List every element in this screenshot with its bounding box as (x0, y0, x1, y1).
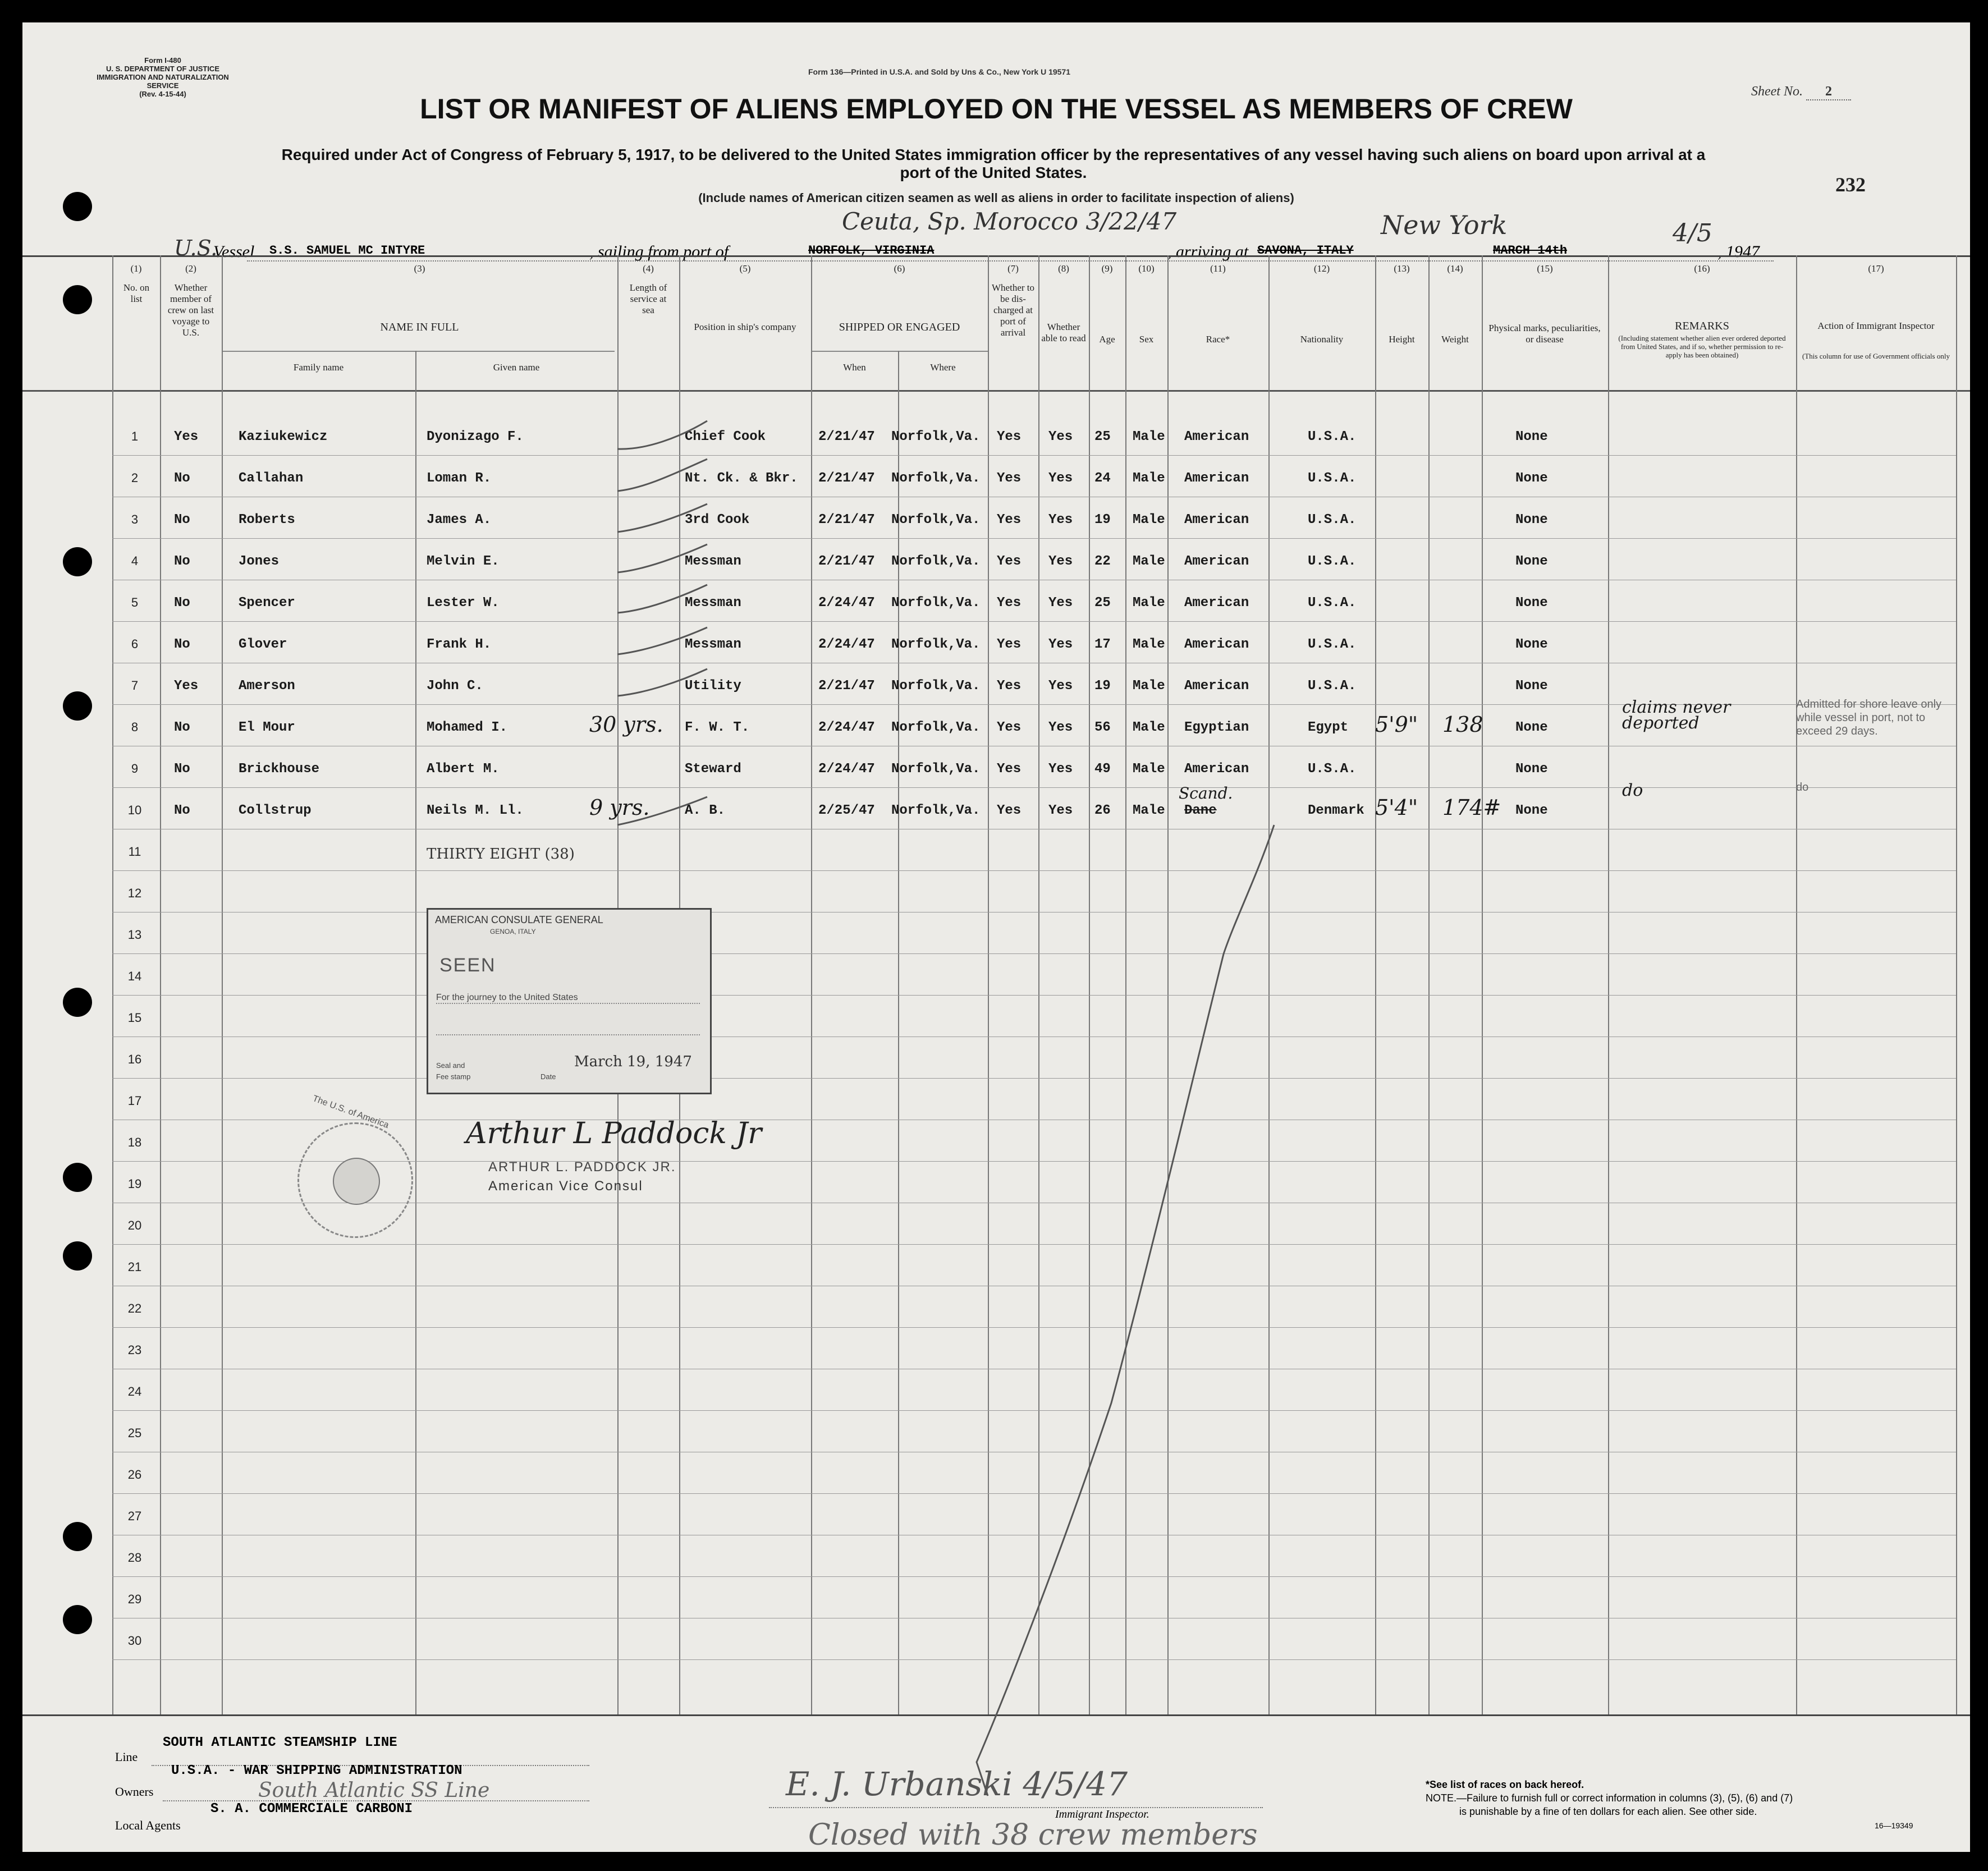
row-number: 20 (127, 1218, 142, 1232)
shipped-when-cell: 2/21/47 (818, 429, 875, 444)
arriving-port-handwritten: New York (1381, 210, 1508, 240)
last-voyage-cell: Yes (174, 429, 199, 444)
height-cell: 5'4" (1375, 795, 1418, 820)
col-head-family-name: Family name (293, 362, 344, 373)
family-name-cell: Callahan (239, 471, 304, 486)
col-head-nationality: Nationality (1300, 334, 1344, 345)
remarks-cell: claims never deported (1622, 698, 1731, 733)
col-head-shipped: SHIPPED OR ENGAGED (839, 321, 960, 333)
sailing-port-typed: NORFOLK, VIRGINIA (808, 244, 935, 258)
last-voyage-cell: No (174, 595, 190, 611)
row-rule (112, 621, 1956, 622)
footer-owners-value: U.S.A. - WAR SHIPPING ADMINISTRATION (171, 1763, 462, 1778)
physical-marks-cell: None (1515, 429, 1548, 444)
age-cell: 49 (1094, 762, 1111, 777)
nationality-cell: U.S.A. (1308, 595, 1357, 611)
last-voyage-cell: No (174, 720, 190, 735)
given-name-cell: Dyonizago F. (427, 429, 524, 444)
tick-mark (617, 504, 707, 532)
col-head-name: NAME IN FULL (380, 321, 459, 333)
tick-mark (617, 421, 707, 449)
stamp-line-1: AMERICAN CONSULATE GENERAL (435, 914, 603, 925)
col-head-last-voyage: Whether member of crew on last voyage to U.S. (167, 282, 214, 338)
col-num-17: (17) (1868, 263, 1884, 274)
able-to-read-cell: Yes (1048, 720, 1073, 735)
given-name-cell: Lester W. (427, 595, 500, 611)
nationality-cell: Egypt (1308, 720, 1349, 735)
weight-cell: 174# (1442, 795, 1501, 820)
row-number: 17 (127, 1094, 142, 1108)
sheet-number-label: Sheet No. (1751, 84, 1803, 99)
row-number: 12 (127, 886, 142, 900)
row-number: 16 (127, 1052, 142, 1066)
stamp-dotted-line (436, 1034, 700, 1035)
family-name-cell: El Mour (239, 720, 295, 735)
sex-cell: Male (1133, 512, 1165, 528)
family-name-cell: Jones (239, 554, 280, 569)
inspector-signature: E. J. Urbanski 4/5/47 (786, 1765, 1128, 1803)
physical-marks-cell: None (1515, 471, 1548, 486)
include-note: (Include names of American citizen seamen as well as aliens in order to facilitate inspection of aliens) (698, 191, 1294, 205)
discharged-cell: Yes (997, 678, 1022, 694)
discharged-cell: Yes (997, 554, 1022, 569)
form-number: Form I-480 (144, 56, 181, 65)
shipped-where-cell: Norfolk,Va. (891, 471, 981, 486)
row-number: 14 (127, 969, 142, 983)
col-num-7: (7) (1007, 263, 1019, 274)
page-title: LIST OR MANIFEST OF ALIENS EMPLOYED ON THE VESSEL AS MEMBERS OF CREW (420, 93, 1573, 125)
row-number: 11 (128, 845, 141, 859)
row-number: 28 (127, 1551, 142, 1565)
last-voyage-cell: No (174, 471, 190, 486)
stamp-seen: SEEN (439, 955, 496, 976)
last-voyage-cell: No (174, 637, 190, 652)
given-name-cell: Neils M. Ll. (427, 803, 524, 818)
row-number: 5 (131, 595, 139, 609)
physical-marks-cell: None (1515, 720, 1548, 735)
physical-marks-cell: None (1515, 595, 1548, 611)
vessel-prefix: U.S. (174, 236, 218, 260)
physical-marks-cell: None (1515, 678, 1548, 694)
row-rule (112, 455, 1956, 456)
family-name-cell: Roberts (239, 512, 295, 528)
shipped-where-cell: Norfolk,Va. (891, 637, 981, 652)
sex-cell: Male (1133, 554, 1165, 569)
col-head-physical-marks: Physical marks, peculiarities, or disease (1488, 323, 1601, 345)
shipped-when-cell: 2/21/47 (818, 471, 875, 486)
date-handwritten: 4/5 (1673, 219, 1712, 247)
given-name-cell: Frank H. (427, 637, 492, 652)
age-cell: 25 (1094, 429, 1111, 444)
col-num-9: (9) (1101, 263, 1113, 274)
discharged-cell: Yes (997, 471, 1022, 486)
col-num-12: (12) (1313, 263, 1330, 274)
nationality-cell: U.S.A. (1308, 678, 1357, 694)
vessel-label: Vessel (213, 242, 255, 261)
col-head-given-name: Given name (493, 362, 540, 373)
col-num-16: (16) (1694, 263, 1710, 274)
row-number: 29 (127, 1592, 142, 1606)
tick-mark (617, 669, 707, 696)
footer-note-2: NOTE.—Failure to furnish full or correct information in columns (3), (5), (6) and (7) (1426, 1792, 1793, 1804)
position-cell: A. B. (685, 803, 726, 818)
footer-agents-value: S. A. COMMERCIALE CARBONI (210, 1801, 413, 1817)
footer-line-value: SOUTH ATLANTIC STEAMSHIP LINE (163, 1735, 397, 1750)
col-head-weight: Weight (1441, 334, 1469, 345)
shipped-when-cell: 2/21/47 (818, 554, 875, 569)
closed-note: Closed with 38 crew members (808, 1818, 1258, 1852)
diagonal-strike-line (808, 808, 1313, 1818)
row-rule (112, 538, 1956, 539)
given-name-cell: Albert M. (427, 762, 500, 777)
sailing-port-handwritten: Ceuta, Sp. Morocco 3/22/47 (842, 208, 1177, 235)
able-to-read-cell: Yes (1048, 554, 1073, 569)
col-num-6: (6) (894, 263, 905, 274)
service-tick-marks (612, 410, 724, 836)
col-divider (112, 255, 113, 1714)
family-name-cell: Kaziukewicz (239, 429, 328, 444)
discharged-cell: Yes (997, 637, 1022, 652)
footer-line-label: Line (115, 1750, 138, 1764)
service-name: IMMIGRATION AND NATURALIZATION SERVICE (97, 73, 229, 90)
col-num-11: (11) (1210, 263, 1226, 274)
given-name-cell: James A. (427, 512, 492, 528)
page-mark: 232 (1835, 173, 1866, 196)
shipped-when-cell: 2/24/47 (818, 637, 875, 652)
col-head-discharged: Whether to be dis-charged at port of arrival (992, 282, 1034, 338)
sex-cell: Male (1133, 595, 1165, 611)
stamp-date-value: March 19, 1947 (574, 1053, 692, 1070)
row-number: 9 (131, 762, 139, 776)
row-number: 25 (127, 1426, 142, 1440)
required-line-1: Required under Act of Congress of February 5, 1917, to be delivered to the United States immigration officer by the representatives of any vessel having such aliens on board upon arrival at a (281, 146, 1706, 163)
department-block (84, 56, 241, 98)
row-number: 27 (127, 1509, 142, 1523)
able-to-read-cell: Yes (1048, 637, 1073, 652)
physical-marks-cell: None (1515, 512, 1548, 528)
able-to-read-cell: Yes (1048, 595, 1073, 611)
discharged-cell: Yes (997, 429, 1022, 444)
vessel-name: S.S. SAMUEL MC INTYRE (269, 244, 425, 258)
col-head-age: Age (1099, 334, 1115, 345)
physical-marks-cell: None (1515, 637, 1548, 652)
tick-mark (617, 627, 707, 654)
col-num-5: (5) (739, 263, 751, 274)
sex-cell: Male (1133, 678, 1165, 694)
required-line-2: port of the United States. (900, 164, 1087, 181)
age-cell: 19 (1094, 512, 1111, 528)
shipped-subheader-rule (811, 351, 988, 352)
col-divider (1428, 255, 1430, 1714)
col-head-remarks-note: (Including statement whether alien ever ordered deported from United States, and if so, whether permission to re-apply has been obtained) (1618, 334, 1786, 359)
tick-mark (617, 585, 707, 613)
col-divider (415, 351, 416, 1714)
row-number: 26 (127, 1468, 142, 1482)
physical-marks-cell: None (1515, 554, 1548, 569)
col-head-height: Height (1389, 334, 1415, 345)
height-cell: 5'9" (1375, 712, 1418, 737)
footer-agents-label: Local Agents (115, 1818, 181, 1832)
sex-cell: Male (1133, 429, 1165, 444)
given-name-cell: Melvin E. (427, 554, 500, 569)
row-number: 1 (131, 429, 139, 443)
weight-cell: 138 (1442, 712, 1483, 737)
able-to-read-cell: Yes (1048, 678, 1073, 694)
race-cell: American (1184, 554, 1249, 569)
tick-mark (617, 797, 707, 825)
family-name-cell: Brickhouse (239, 762, 320, 777)
col-divider (222, 255, 223, 1714)
nationality-cell: U.S.A. (1308, 637, 1357, 652)
manifest-sheet (22, 22, 1970, 1852)
shipped-where-cell: Norfolk,Va. (891, 512, 981, 528)
row-number: 6 (131, 637, 139, 651)
name-subheader-rule (222, 351, 615, 352)
shipped-where-cell: Norfolk,Va. (891, 803, 981, 818)
family-name-cell: Glover (239, 637, 287, 652)
age-cell: 17 (1094, 637, 1111, 652)
seal-center (333, 1158, 380, 1205)
consulate-stamp (427, 908, 712, 1094)
footer-agents-handwritten: South Atlantic SS Line (258, 1779, 490, 1802)
shipped-where-cell: Norfolk,Va. (891, 720, 981, 735)
able-to-read-cell: Yes (1048, 803, 1073, 818)
position-cell: Messman (685, 554, 741, 569)
col-num-8: (8) (1058, 263, 1069, 274)
race-cell: American (1184, 471, 1249, 486)
family-name-cell: Collstrup (239, 803, 312, 818)
position-cell: Chief Cook (685, 429, 766, 444)
inspector-rule (769, 1807, 1263, 1808)
row-number: 19 (127, 1177, 142, 1191)
able-to-read-cell: Yes (1048, 471, 1073, 486)
shipped-where-cell: Norfolk,Va. (891, 429, 981, 444)
row-number: 2 (131, 471, 139, 485)
col-num-2: (2) (185, 263, 196, 274)
race-cell: American (1184, 595, 1249, 611)
race-cell: American (1184, 512, 1249, 528)
consular-seal-icon (297, 1094, 413, 1238)
col-head-action: Action of Immigrant Inspector (1817, 320, 1935, 331)
last-voyage-cell: No (174, 512, 190, 528)
remarks-cell: do (1622, 781, 1643, 800)
col-divider (160, 255, 161, 1714)
col-divider (1375, 255, 1376, 1714)
race-cell: Dane (1184, 803, 1217, 818)
row-number: 13 (127, 928, 142, 942)
footer-note-3: is punishable by a fine of ten dollars for each alien. See other side. (1459, 1806, 1757, 1817)
position-cell: 3rd Cook (685, 512, 750, 528)
col-head-where: Where (930, 362, 956, 373)
race-cell: Egyptian (1184, 720, 1249, 735)
given-name-cell: Loman R. (427, 471, 492, 486)
footer-form-code: 16—19349 (1875, 1821, 1913, 1830)
shipped-where-cell: Norfolk,Va. (891, 554, 981, 569)
tick-mark (617, 459, 707, 491)
col-head-length-service: Length of service at sea (629, 282, 667, 315)
stamp-seal-label: Seal and (436, 1061, 465, 1070)
shipped-when-cell: 2/24/47 (818, 595, 875, 611)
row-number: 3 (131, 512, 139, 526)
able-to-read-cell: Yes (1048, 429, 1073, 444)
service-length-cell: 30 yrs. (589, 712, 663, 737)
col-head-race: Race* (1206, 334, 1230, 345)
row11-note: THIRTY EIGHT (38) (427, 846, 575, 863)
row-number: 30 (127, 1634, 142, 1648)
age-cell: 22 (1094, 554, 1111, 569)
nationality-cell: U.S.A. (1308, 512, 1357, 528)
col-divider (1608, 255, 1609, 1714)
given-name-cell: Mohamed I. (427, 720, 508, 735)
date-typed: MARCH 14th (1493, 244, 1568, 258)
nationality-cell: U.S.A. (1308, 429, 1357, 444)
action-cell: Admitted for shore leave only while vessel in port, not to exceed 29 days. (1796, 698, 1942, 737)
discharged-cell: Yes (997, 720, 1022, 735)
footer-note-1: *See list of races on back hereof. (1426, 1779, 1584, 1790)
footer-owners-label: Owners (115, 1785, 154, 1799)
nationality-cell: U.S.A. (1308, 554, 1357, 569)
stamp-journey: For the journey to the United States (436, 993, 700, 1004)
col-head-position: Position in ship's company (694, 322, 796, 332)
col-num-3: (3) (414, 263, 425, 274)
col-num-15: (15) (1537, 263, 1553, 274)
row-number: 8 (131, 720, 139, 734)
race-cell: American (1184, 678, 1249, 694)
seal-text: The U.S. of America (311, 1094, 390, 1131)
physical-marks-cell: None (1515, 762, 1548, 777)
race-correction: Scand. (1179, 784, 1233, 802)
nationality-cell: U.S.A. (1308, 762, 1357, 777)
discharged-cell: Yes (997, 512, 1022, 528)
col-head-when: When (843, 362, 866, 373)
last-voyage-cell: No (174, 803, 190, 818)
col-num-4: (4) (643, 263, 654, 274)
nationality-cell: U.S.A. (1308, 471, 1357, 486)
form-revision: (Rev. 4-15-44) (139, 90, 186, 98)
physical-marks-cell: None (1515, 803, 1548, 818)
shipped-when-cell: 2/21/47 (818, 678, 875, 694)
row-number: 22 (127, 1301, 142, 1315)
tick-mark (617, 544, 707, 572)
discharged-cell: Yes (997, 803, 1022, 818)
col-divider (1956, 255, 1957, 1714)
able-to-read-cell: Yes (1048, 512, 1073, 528)
col-head-no: No. on list (123, 282, 150, 304)
col-divider (1796, 255, 1797, 1714)
action-cell: do (1796, 781, 1809, 794)
voyage-year: , 1947 (1717, 242, 1760, 261)
row-number: 4 (131, 554, 139, 568)
row-number: 15 (127, 1011, 142, 1025)
sex-cell: Male (1133, 471, 1165, 486)
service-length-cell: 9 yrs. (589, 795, 650, 820)
inspector-label: Immigrant Inspector. (1055, 1808, 1149, 1820)
row-number: 7 (131, 678, 139, 693)
required-text (79, 146, 1908, 182)
shipped-where-cell: Norfolk,Va. (891, 762, 981, 777)
stamp-line-2: GENOA, ITALY (490, 928, 536, 935)
position-cell: F. W. T. (685, 720, 750, 735)
consul-signature: Arthur L Paddock Jr (466, 1117, 762, 1150)
sailing-label: , sailing from port of (589, 242, 729, 261)
age-cell: 26 (1094, 803, 1111, 818)
position-cell: Steward (685, 762, 741, 777)
row-number: 23 (127, 1343, 142, 1357)
col-head-remarks: REMARKS (1675, 320, 1729, 332)
col-divider (1482, 255, 1483, 1714)
department-name: U. S. DEPARTMENT OF JUSTICE (106, 65, 219, 73)
col-num-13: (13) (1394, 263, 1410, 274)
shipped-when-cell: 2/25/47 (818, 803, 875, 818)
able-to-read-cell: Yes (1048, 762, 1073, 777)
last-voyage-cell: No (174, 554, 190, 569)
col-num-14: (14) (1447, 263, 1463, 274)
family-name-cell: Amerson (239, 678, 295, 694)
position-cell: Nt. Ck. & Bkr. (685, 471, 798, 486)
discharged-cell: Yes (997, 762, 1022, 777)
age-cell: 56 (1094, 720, 1111, 735)
row-number: 18 (127, 1135, 142, 1149)
arriving-port-typed: SAVONA, ITALY (1257, 244, 1354, 258)
race-cell: American (1184, 429, 1249, 444)
shipped-when-cell: 2/24/47 (818, 762, 875, 777)
nationality-cell: Denmark (1308, 803, 1364, 818)
sex-cell: Male (1133, 803, 1165, 818)
last-voyage-cell: No (174, 762, 190, 777)
sex-cell: Male (1133, 720, 1165, 735)
shipped-when-cell: 2/21/47 (818, 512, 875, 528)
shipped-where-cell: Norfolk,Va. (891, 678, 981, 694)
footer (22, 1723, 1970, 1852)
stamp-date-label: Date (540, 1072, 556, 1081)
sex-cell: Male (1133, 637, 1165, 652)
age-cell: 25 (1094, 595, 1111, 611)
position-cell: Messman (685, 595, 741, 611)
last-voyage-cell: Yes (174, 678, 199, 694)
col-head-read: Whether able to read (1041, 322, 1086, 343)
shipped-where-cell: Norfolk,Va. (891, 595, 981, 611)
position-cell: Utility (685, 678, 741, 694)
shipped-when-cell: 2/24/47 (818, 720, 875, 735)
given-name-cell: John C. (427, 678, 483, 694)
header-bottom-rule (22, 390, 1970, 392)
family-name-cell: Spencer (239, 595, 295, 611)
position-cell: Messman (685, 637, 741, 652)
stamp-fee-label: Fee stamp (436, 1072, 471, 1081)
race-cell: American (1184, 637, 1249, 652)
row-number: 24 (127, 1384, 142, 1398)
age-cell: 19 (1094, 678, 1111, 694)
race-cell: American (1184, 762, 1249, 777)
col-num-10: (10) (1138, 263, 1155, 274)
age-cell: 24 (1094, 471, 1111, 486)
consul-title: American Vice Consul (488, 1178, 643, 1194)
table-top-rule (22, 255, 1970, 257)
consul-name: ARTHUR L. PADDOCK JR. (488, 1159, 676, 1175)
row-number: 10 (127, 803, 142, 817)
arriving-label: , arriving at (1167, 242, 1249, 261)
row-number: 21 (127, 1260, 142, 1274)
sheet-number-value: 2 (1806, 84, 1851, 100)
discharged-cell: Yes (997, 595, 1022, 611)
col-head-sex: Sex (1139, 334, 1154, 345)
sex-cell: Male (1133, 762, 1165, 777)
col-head-action-note: (This column for use of Government officials only (1802, 352, 1950, 360)
col-num-1: (1) (130, 263, 142, 274)
printer-line: Form 136—Printed in U.S.A. and Sold by Uns & Co., New York U 19571 (808, 67, 1071, 76)
